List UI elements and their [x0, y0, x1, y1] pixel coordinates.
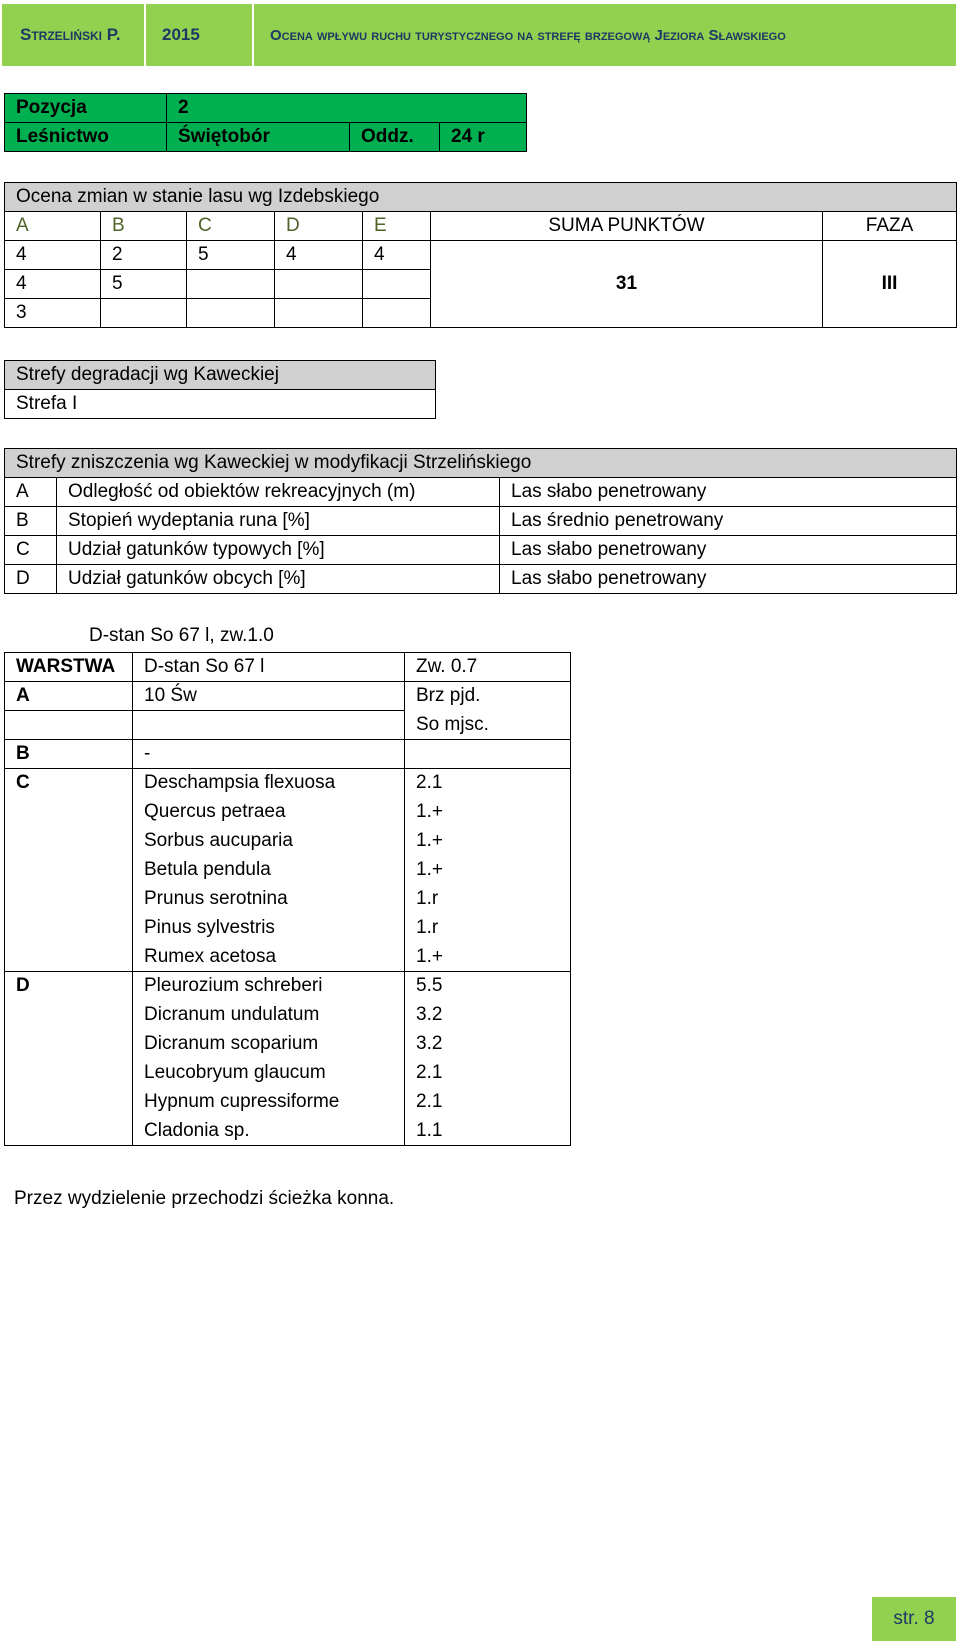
species-value: 2.1 — [405, 1088, 571, 1117]
destruction-criterion: Stopień wydeptania runa [%] — [57, 507, 500, 536]
vegetation-caption: D-stan So 67 l, zw.1.0 — [89, 625, 274, 646]
layer-code: A — [5, 682, 133, 711]
cover-header: Zw. 0.7 — [405, 653, 571, 682]
species-value: 2.1 — [405, 1059, 571, 1088]
section-label: Oddz. — [350, 123, 440, 152]
destruction-code: C — [5, 536, 57, 565]
species-name: Quercus petraea — [133, 798, 405, 827]
izdebski-cell — [187, 299, 275, 328]
species-name: Rumex acetosa — [133, 943, 405, 972]
species-value: 3.2 — [405, 1030, 571, 1059]
destruction-code: D — [5, 565, 57, 594]
izdebski-cell: 5 — [187, 241, 275, 270]
izdebski-cell: 2 — [101, 241, 187, 270]
header-divider — [144, 4, 146, 66]
species-value: Brz pjd. — [405, 682, 571, 711]
destruction-result: Las słabo penetrowany — [500, 536, 957, 565]
species-value — [405, 740, 571, 769]
species-name: Leucobryum glaucum — [133, 1059, 405, 1088]
species-name: Betula pendula — [133, 856, 405, 885]
izdebski-table — [4, 182, 957, 328]
species-value: So mjsc. — [405, 711, 571, 740]
phase-label: FAZA — [823, 212, 957, 241]
destruction-result: Las średnio penetrowany — [500, 507, 957, 536]
izdebski-cell: 3 — [5, 299, 101, 328]
destruction-result: Las słabo penetrowany — [500, 565, 957, 594]
header-title: Ocena wpływu ruchu turystycznego na strefę brzegową Jeziora Sławskiego — [270, 26, 786, 44]
izdebski-col-d: D — [275, 212, 363, 241]
degradation-table — [4, 360, 436, 419]
destruction-criterion: Odległość od obiektów rekreacyjnych (m) — [57, 478, 500, 507]
sum-label: SUMA PUNKTÓW — [431, 212, 823, 241]
species-value: 1.+ — [405, 943, 571, 972]
degradation-title: Strefy degradacji wg Kaweckiej — [5, 361, 436, 390]
species-value: 1.r — [405, 885, 571, 914]
species-name: Hypnum cupressiforme — [133, 1088, 405, 1117]
sum-value: 31 — [431, 241, 823, 328]
species-name: Pinus sylvestris — [133, 914, 405, 943]
layer-code: D — [5, 972, 133, 1146]
izdebski-col-e: E — [363, 212, 431, 241]
layer-code: C — [5, 769, 133, 972]
izdebski-cell — [363, 270, 431, 299]
species-name: Prunus serotnina — [133, 885, 405, 914]
species-name — [133, 711, 405, 740]
izdebski-cell: 5 — [101, 270, 187, 299]
species-name: Deschampsia flexuosa — [133, 769, 405, 798]
species-name: Sorbus aucuparia — [133, 827, 405, 856]
izdebski-cell: 4 — [5, 241, 101, 270]
izdebski-cell: 4 — [363, 241, 431, 270]
destruction-criterion: Udział gatunków typowych [%] — [57, 536, 500, 565]
species-value: 5.5 — [405, 972, 571, 1001]
vegetation-table — [4, 652, 571, 1146]
species-value: 1.+ — [405, 798, 571, 827]
page-number: str. 8 — [872, 1597, 956, 1641]
degradation-value: Strefa I — [5, 390, 436, 419]
izdebski-title: Ocena zmian w stanie lasu wg Izdebskiego — [5, 183, 957, 212]
note-text: Przez wydzielenie przechodzi ścieżka konna. — [14, 1188, 395, 1209]
layer-code: B — [5, 740, 133, 769]
izdebski-cell — [275, 299, 363, 328]
layer-header: WARSTWA — [5, 653, 133, 682]
species-value: 3.2 — [405, 1001, 571, 1030]
izdebski-col-c: C — [187, 212, 275, 241]
destruction-result: Las słabo penetrowany — [500, 478, 957, 507]
page-header — [2, 4, 956, 66]
position-value: 2 — [167, 94, 527, 123]
layer-code — [5, 711, 133, 740]
izdebski-col-b: B — [101, 212, 187, 241]
izdebski-cell — [275, 270, 363, 299]
header-author: Strzeliński P. — [20, 25, 121, 44]
species-name: Dicranum scoparium — [133, 1030, 405, 1059]
species-value: 1.+ — [405, 827, 571, 856]
species-name: 10 Św — [133, 682, 405, 711]
forestry-label: Leśnictwo — [5, 123, 167, 152]
species-value: 1.+ — [405, 856, 571, 885]
species-name: - — [133, 740, 405, 769]
izdebski-cell: 4 — [275, 241, 363, 270]
izdebski-cell — [101, 299, 187, 328]
position-label: Pozycja — [5, 94, 167, 123]
section-value: 24 r — [440, 123, 527, 152]
species-name: Pleurozium schreberi — [133, 972, 405, 1001]
phase-value: III — [823, 241, 957, 328]
izdebski-col-a: A — [5, 212, 101, 241]
izdebski-cell — [187, 270, 275, 299]
izdebski-cell — [363, 299, 431, 328]
species-name: Dicranum undulatum — [133, 1001, 405, 1030]
species-value: 2.1 — [405, 769, 571, 798]
species-name: Cladonia sp. — [133, 1117, 405, 1146]
destruction-table — [4, 448, 957, 594]
stand-header: D-stan So 67 l — [133, 653, 405, 682]
forestry-value: Świętobór — [167, 123, 350, 152]
header-divider — [252, 4, 254, 66]
destruction-code: B — [5, 507, 57, 536]
izdebski-cell: 4 — [5, 270, 101, 299]
destruction-code: A — [5, 478, 57, 507]
species-value: 1.r — [405, 914, 571, 943]
header-year: 2015 — [162, 25, 200, 44]
species-value: 1.1 — [405, 1117, 571, 1146]
destruction-title: Strefy zniszczenia wg Kaweckiej w modyfikacji Strzelińskiego — [5, 449, 957, 478]
position-table — [4, 93, 527, 152]
destruction-criterion: Udział gatunków obcych [%] — [57, 565, 500, 594]
